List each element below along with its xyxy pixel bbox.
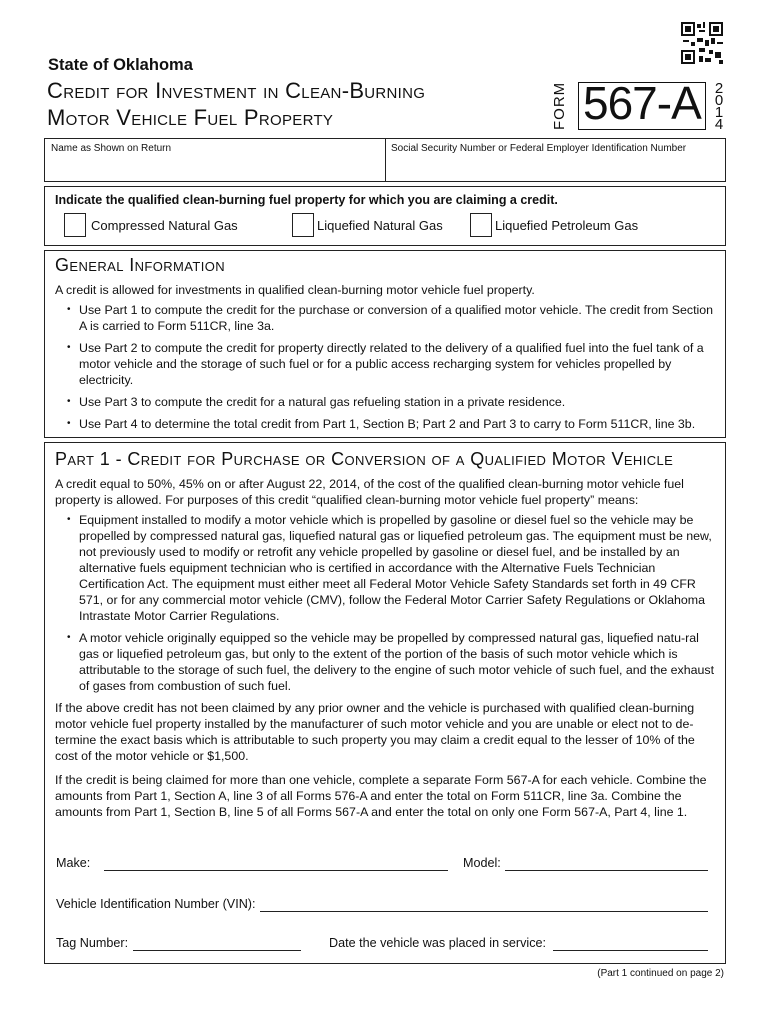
name-field-label: Name as Shown on Return bbox=[51, 143, 172, 154]
general-intro: A credit is allowed for investments in qualified clean-burning motor vehicle fuel property. bbox=[55, 283, 535, 297]
general-bullet-list bbox=[55, 302, 715, 432]
year-digit: 4 bbox=[714, 116, 724, 133]
form-number: 567-A bbox=[583, 77, 701, 129]
form-title-line2: Motor Vehicle Fuel Property bbox=[47, 105, 334, 130]
state-name: State of Oklahoma bbox=[48, 56, 193, 74]
form-title-line1: Credit for Investment in Clean-Burning bbox=[47, 78, 426, 103]
qr-code-icon bbox=[681, 22, 723, 64]
year-digit: 2 bbox=[714, 80, 724, 97]
fuel-selection-instruction: Indicate the qualified clean-burning fuel property for which you are claiming a credit. bbox=[55, 193, 558, 207]
tax-year bbox=[712, 80, 726, 133]
list-item: • Equipment installed to modify a motor vehicle which is propelled by gasoline or diesel fuel so the vehicle may be propelled by compressed natural gas, liquefied natural gas or liquefied petroleum gas. The equipment must be new, not previously used to modify or retrofit any vehicle propelled by gasoline or diesel fuel, and be installed by an alternative fuels equipment technician who is certified in accordance with the Alternative Fuels Technician Certification Act. The equipment must either meet all Federal Motor Vehicle Safety Standards set forth in 49 CFR 571, or for any commercial motor vehicle (CMV), follow the Federal Motor Carrier Safety Regulations or Oklahoma Intrastate Motor Carrier Regulations. bbox=[79, 512, 715, 624]
part1-intro: A credit equal to 50%, 45% on or after August 22, 2014, of the cost of the qualified clean-burning motor vehicle fuel property is allowed. For purposes of this credit “qualified clean-burning motor vehicle fuel property” means: bbox=[55, 477, 684, 507]
year-digit: 1 bbox=[714, 104, 724, 121]
list-item: • Use Part 4 to determine the total credit from Part 1, Section B; Part 2 and Part 3 to carry to Form 511CR, line 3b. bbox=[79, 416, 715, 432]
form-label: FORM bbox=[551, 81, 568, 130]
lng-label: Liquefied Natural Gas bbox=[317, 218, 443, 233]
cng-label: Compressed Natural Gas bbox=[91, 218, 238, 233]
tag-number-label: Tag Number: bbox=[56, 936, 129, 950]
service-date-input[interactable] bbox=[553, 937, 708, 951]
fuel-selection-section bbox=[44, 186, 726, 246]
continued-note: (Part 1 continued on page 2) bbox=[597, 968, 724, 979]
taxpayer-info-box bbox=[44, 138, 726, 182]
service-date-label: Date the vehicle was placed in service: bbox=[329, 936, 547, 950]
make-input[interactable] bbox=[104, 857, 448, 871]
ssn-input[interactable] bbox=[386, 155, 725, 181]
part1-heading: Part 1 - Credit for Purchase or Conversion of a Qualified Motor Vehicle bbox=[55, 449, 674, 469]
list-item: • Use Part 2 to compute the credit for property directly related to the delivery of a qualified fuel into the fuel tank of a motor vehicle and the storage of such fuel or for a public access recharging system for vehicles propelled by electricity. bbox=[79, 340, 715, 388]
list-item: • A motor vehicle originally equipped so the vehicle may be propelled by compressed natural gas, liquefied natu-ral gas or liquefied petroleum gas, but only to the extent of the portion of the basis of such motor vehicle which is attributable to the storage of such fuel, the delivery to the engine of such motor vehicle of such fuel, and the exhaust of gases from combustion of such fuel. bbox=[79, 630, 715, 694]
ssn-field-label: Social Security Number or Federal Employer Identification Number bbox=[391, 143, 687, 154]
model-input[interactable] bbox=[505, 857, 708, 871]
general-information-heading: General Information bbox=[55, 255, 226, 275]
general-information-section bbox=[44, 250, 726, 438]
part1-bullet-list bbox=[55, 512, 715, 694]
name-input[interactable] bbox=[45, 155, 385, 181]
tag-number-input[interactable] bbox=[133, 937, 301, 951]
part1-section bbox=[44, 442, 726, 964]
vin-label: Vehicle Identification Number (VIN): bbox=[56, 897, 256, 911]
vin-input[interactable] bbox=[260, 898, 708, 912]
part1-paragraph-2: If the above credit has not been claimed by any prior owner and the vehicle is purchased with qualified clean-burning motor vehicle fuel property installed by the manufacturer of such motor vehicle and you are unable or elect not to de-termine the exact basis which is attributable to such property you may claim a credit equal to the lesser of 10% of the cost of the motor vehicle or $1,500. bbox=[55, 701, 695, 763]
lpg-checkbox[interactable] bbox=[470, 213, 492, 237]
lpg-label: Liquefied Petroleum Gas bbox=[495, 218, 639, 233]
part1-paragraph-3: If the credit is being claimed for more than one vehicle, complete a separate Form 567-A for each vehicle. Combine the amounts from Part 1, Section A, line 3 of all Forms 576-A and enter the total on Form 511CR, line 3a. Combine the amounts from Part 1, Section B, line 5 of all Forms 567-A and enter the total on only one Form 567-A, Part 4, line 1. bbox=[55, 773, 707, 819]
make-label: Make: bbox=[56, 856, 91, 870]
cng-checkbox[interactable] bbox=[64, 213, 86, 237]
model-label: Model: bbox=[463, 856, 501, 870]
year-digit: 0 bbox=[714, 92, 724, 109]
lng-checkbox[interactable] bbox=[292, 213, 314, 237]
list-item: • Use Part 1 to compute the credit for the purchase or conversion of a qualified motor vehicle. The credit from Section A is carried to Form 511CR, line 3a. bbox=[79, 302, 715, 334]
list-item: • Use Part 3 to compute the credit for a natural gas refueling station in a private residence. bbox=[79, 394, 715, 410]
